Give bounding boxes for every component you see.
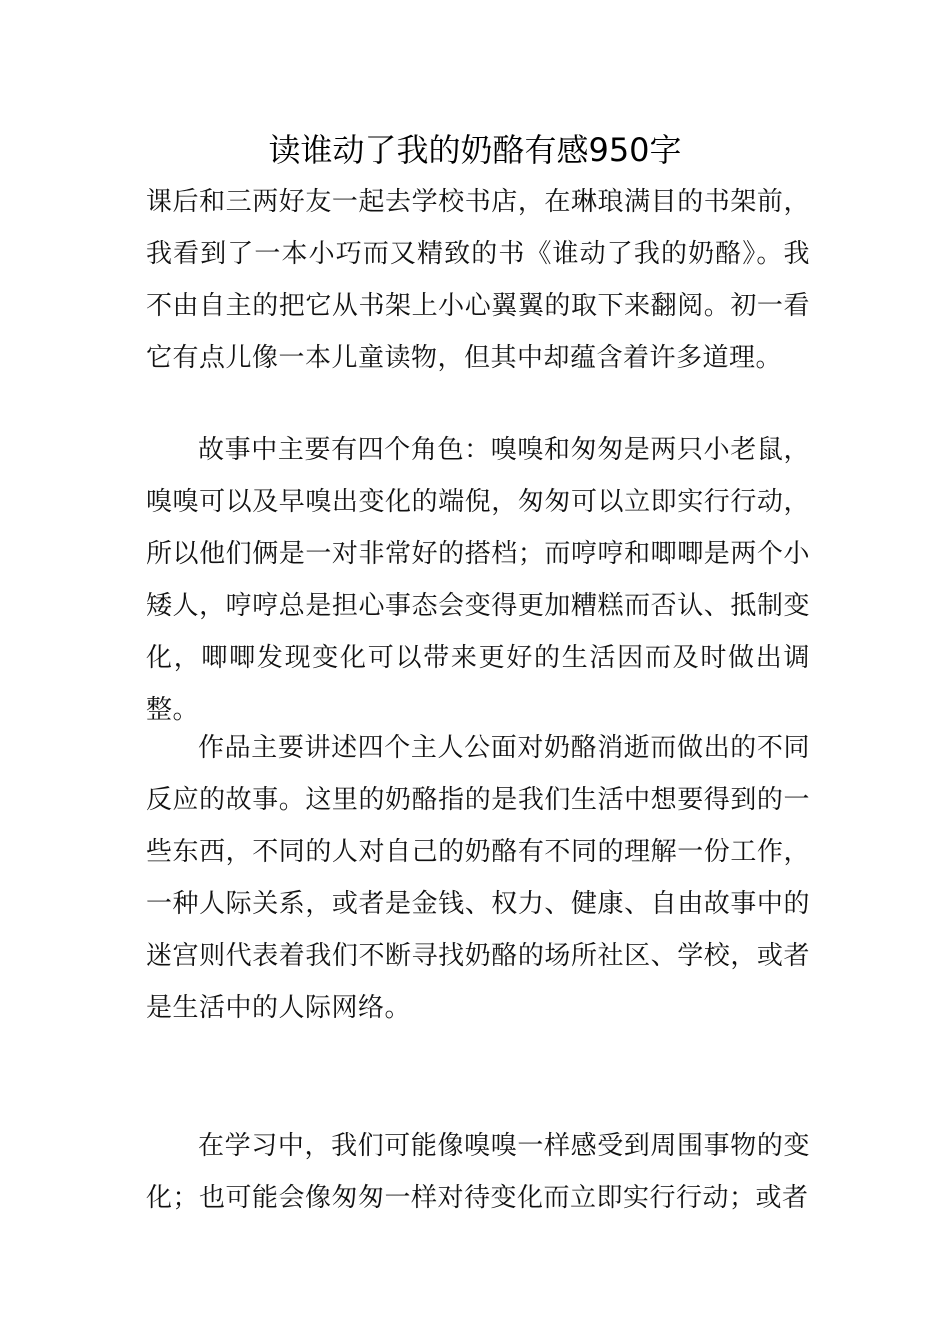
paragraph-4: 在学习中，我们可能像嗅嗅一样感受到周围事物的变化；也可能会像匆匆一样对待变化而立即实行行动；或者 (146, 1131, 810, 1213)
paragraph-1: 课后和三两好友一起去学校书店，在琳琅满目的书架前，我看到了一本小巧而又精致的书《谁动了我的奶酪》。我不由自主的把它从书架上小心翼翼的取下来翻阅。初一看它有点儿像一本儿童读物，但其中却蕴含着许多道理。 (146, 187, 810, 373)
paragraph-3: 作品主要讲述四个主人公面对奶酪消逝而做出的不同反应的故事。这里的奶酪指的是我们生活中想要得到的一些东西，不同的人对自己的奶酪有不同的理解一份工作，一种人际关系，或者是金钱、权力、健康、自由故事中的迷宫则代表着我们不断寻找奶酪的场所社区、学校，或者是生活中的人际网络。 (146, 733, 810, 1023)
page-title: 读谁动了我的奶酪有感950字 (268, 131, 682, 169)
paragraph-2: 故事中主要有四个角色：嗅嗅和匆匆是两只小老鼠，嗅嗅可以及早嗅出变化的端倪，匆匆可以立即实行行动，所以他们俩是一对非常好的搭档；而哼哼和唧唧是两个小矮人，哼哼总是担心事态会变得更加糟糕而否认、抵制变化，唧唧发现变化可以带来更好的生活因而及时做出调整。 (146, 435, 810, 725)
